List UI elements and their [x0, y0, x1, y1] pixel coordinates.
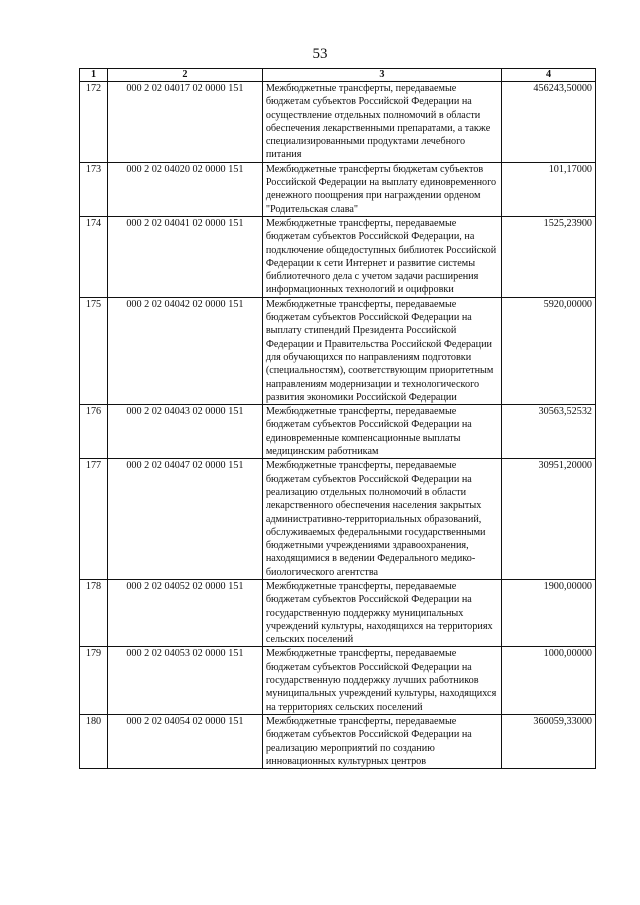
table-row	[80, 162, 596, 216]
row-description: Межбюджетные трансферты, передаваемые бюджетам субъектов Российской Федерации на осуществление отдельных полномочий в области обеспечения лекарственными препаратами, а также специализированными продуктами лечебного питания	[262, 82, 501, 163]
table-header-row	[80, 69, 596, 82]
budget-table	[79, 68, 596, 769]
column-header-2: 2	[107, 69, 262, 82]
budget-code: 000 2 02 04020 02 0000 151	[107, 162, 262, 216]
row-description: Межбюджетные трансферты, передаваемые бюджетам субъектов Российской Федерации на выплату стипендий Президента Российской Федерации и Правительства Российской Федерации для обучающихся по направлениям подготовки (специальностям), соответствующим приоритетным направлениям модернизации и технологического развития экономики Российской Федерации	[262, 297, 501, 404]
table-row	[80, 714, 596, 768]
row-amount: 5920,00000	[502, 297, 596, 404]
column-header-3: 3	[262, 69, 501, 82]
column-header-4: 4	[502, 69, 596, 82]
column-header-1: 1	[80, 69, 108, 82]
row-description: Межбюджетные трансферты, передаваемые бюджетам субъектов Российской Федерации на государственную поддержку муниципальных учреждений культуры, находящихся на территориях сельских поселений	[262, 579, 501, 646]
row-number: 180	[80, 714, 108, 768]
row-amount: 1900,00000	[502, 579, 596, 646]
table-row	[80, 579, 596, 646]
row-amount: 360059,33000	[502, 714, 596, 768]
table-row	[80, 459, 596, 580]
row-number: 174	[80, 216, 108, 297]
row-amount: 1525,23900	[502, 216, 596, 297]
table-row	[80, 216, 596, 297]
row-amount: 30563,52532	[502, 405, 596, 459]
budget-code: 000 2 02 04047 02 0000 151	[107, 459, 262, 580]
budget-code: 000 2 02 04053 02 0000 151	[107, 647, 262, 714]
table-row	[80, 297, 596, 404]
table-row	[80, 405, 596, 459]
budget-code: 000 2 02 04042 02 0000 151	[107, 297, 262, 404]
row-description: Межбюджетные трансферты, передаваемые бюджетам субъектов Российской Федерации на государственную поддержку лучших работников муниципальных учреждений культуры, находящихся на территориях сельских поселений	[262, 647, 501, 714]
row-description: Межбюджетные трансферты, передаваемые бюджетам субъектов Российской Федерации на реализацию отдельных полномочий в области лекарственного обеспечения населения закрытых административно-территориальных образований, обслуживаемых федеральными государственными бюджетными учреждениями здравоохранения, находящимися в ведении Федерального медико-биологического агентства	[262, 459, 501, 580]
row-number: 177	[80, 459, 108, 580]
row-number: 172	[80, 82, 108, 163]
budget-code: 000 2 02 04043 02 0000 151	[107, 405, 262, 459]
row-number: 173	[80, 162, 108, 216]
row-description: Межбюджетные трансферты, передаваемые бюджетам субъектов Российской Федерации на реализацию мероприятий по созданию инновационных культурных центров	[262, 714, 501, 768]
budget-code: 000 2 02 04052 02 0000 151	[107, 579, 262, 646]
row-description: Межбюджетные трансферты, передаваемые бюджетам субъектов Российской Федерации на единовременные компенсационные выплаты медицинским работникам	[262, 405, 501, 459]
row-number: 178	[80, 579, 108, 646]
row-amount: 101,17000	[502, 162, 596, 216]
row-amount: 1000,00000	[502, 647, 596, 714]
row-amount: 456243,50000	[502, 82, 596, 163]
row-description: Межбюджетные трансферты бюджетам субъектов Российской Федерации на выплату единовременного денежного поощрения при награждении орденом "Родительская слава"	[262, 162, 501, 216]
row-number: 176	[80, 405, 108, 459]
page-number: 53	[312, 46, 328, 62]
row-description: Межбюджетные трансферты, передаваемые бюджетам субъектов Российской Федерации, на подключение общедоступных библиотек Российской Федерации к сети Интернет и развитие системы библиотечного дела с учетом задачи расширения информационных технологий и оцифровки	[262, 216, 501, 297]
table-row	[80, 647, 596, 714]
table-row	[80, 82, 596, 163]
row-number: 179	[80, 647, 108, 714]
row-number: 175	[80, 297, 108, 404]
budget-code: 000 2 02 04017 02 0000 151	[107, 82, 262, 163]
budget-code: 000 2 02 04041 02 0000 151	[107, 216, 262, 297]
row-amount: 30951,20000	[502, 459, 596, 580]
budget-code: 000 2 02 04054 02 0000 151	[107, 714, 262, 768]
